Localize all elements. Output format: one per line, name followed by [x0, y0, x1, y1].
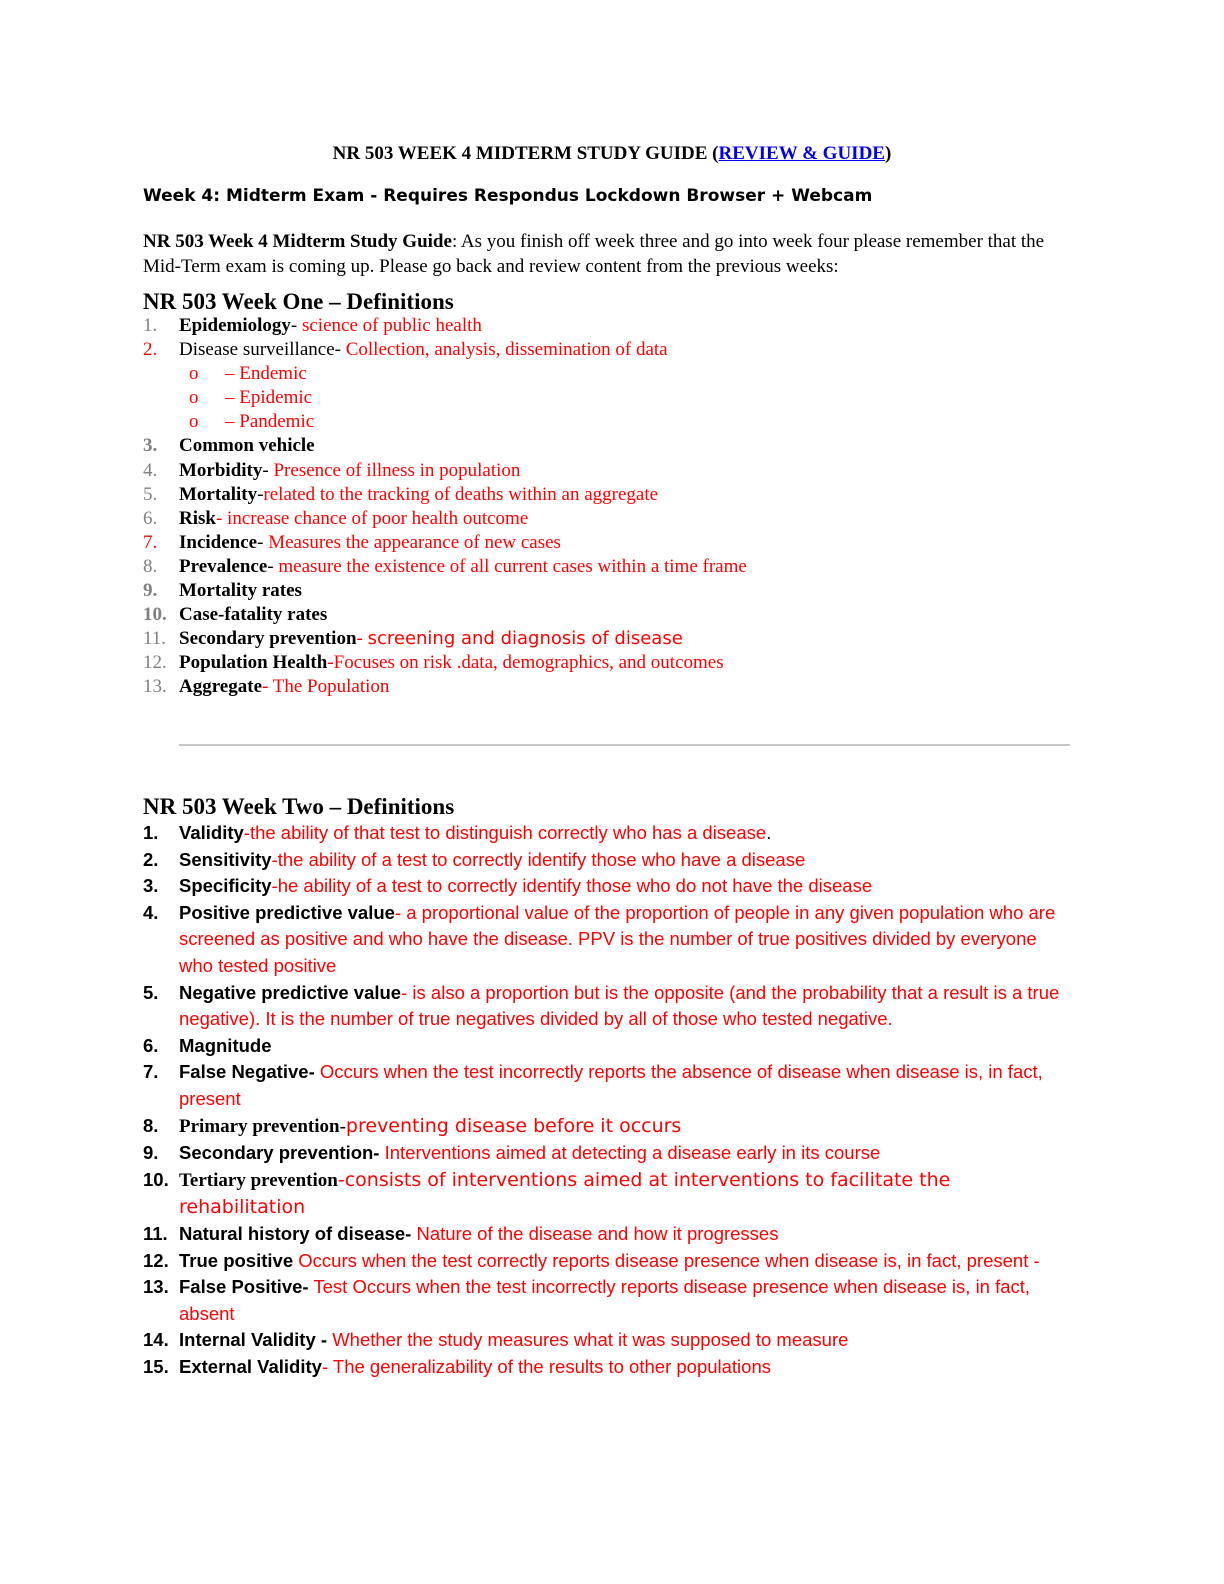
item-number: 11.	[143, 628, 167, 650]
list-item	[143, 1140, 1073, 1167]
term: Aggregate	[179, 676, 263, 698]
term: Common vehicle	[179, 435, 315, 457]
title-close: )	[884, 143, 892, 164]
term: Sensitivity	[179, 848, 272, 870]
term: Case-fatality rates	[179, 604, 328, 626]
separator: -	[215, 507, 228, 529]
separator: -	[337, 1168, 345, 1191]
document-title	[0, 143, 1224, 165]
definition: the ability of a test to correctly identify those who have a disease	[277, 848, 806, 870]
definition: measure the existence of all current cases within a time frame	[278, 555, 747, 577]
item-number: 7.	[143, 1061, 159, 1083]
list-item	[143, 555, 1093, 579]
item-number: 14.	[143, 1329, 169, 1351]
list-item	[143, 603, 1093, 627]
separator: -	[356, 628, 368, 650]
sub-item-text: – Pandemic	[225, 411, 315, 433]
separator: -	[262, 676, 273, 698]
list-item	[143, 627, 1093, 651]
definition: Collection, analysis, dissemination of data	[345, 339, 668, 361]
term: Magnitude	[179, 1034, 272, 1056]
sub-item-text: – Epidemic	[225, 387, 313, 409]
definition: he ability of a test to correctly identify those who do not have the disease	[277, 875, 873, 897]
week-one-list	[143, 314, 1093, 700]
list-item	[143, 1167, 1073, 1221]
definition: Interventions aimed at detecting a disease early in its course	[384, 1142, 881, 1164]
list-item	[143, 1059, 1073, 1112]
list-item	[143, 434, 1093, 458]
definition: The Population	[272, 676, 390, 698]
intro-paragraph	[143, 229, 1083, 279]
item-number: 6.	[143, 1034, 159, 1056]
item-number: 1.	[143, 822, 159, 843]
list-item	[143, 459, 1093, 483]
list-item	[143, 483, 1093, 507]
item-number: 9.	[143, 580, 158, 602]
list-item	[143, 900, 1073, 980]
list-item	[143, 1221, 1073, 1248]
list-item	[143, 531, 1093, 555]
sub-list-item	[143, 386, 1093, 410]
exam-subtitle: Week 4: Midterm Exam - Requires Respondus Lockdown Browser + Webcam	[143, 186, 873, 206]
list-item	[143, 980, 1073, 1033]
separator: -	[262, 459, 274, 481]
definition: Focuses on risk .data, demographics, and outcomes	[333, 652, 724, 674]
separator: -	[243, 822, 250, 843]
term: Negative predictive value	[179, 981, 402, 1003]
item-number: 4.	[143, 901, 159, 923]
item-number: 2.	[143, 848, 159, 870]
week-two-heading: NR 503 Week Two – Definitions	[143, 794, 455, 819]
definition: increase chance of poor health outcome	[227, 507, 529, 529]
list-item	[143, 1354, 1073, 1381]
sub-item-text: – Endemic	[225, 363, 307, 385]
definition: related to the tracking of deaths within an aggregate	[263, 483, 659, 505]
separator: -	[257, 531, 269, 553]
term: Mortality	[179, 483, 258, 505]
term: Natural history of disease-	[179, 1222, 412, 1244]
definition: preventing disease before it occurs	[345, 1114, 682, 1137]
definition: The generalizability of the results to other populations	[332, 1355, 771, 1377]
list-item	[143, 847, 1073, 874]
week-two-list	[143, 820, 1073, 1380]
definition: Presence of illness in population	[273, 459, 521, 481]
item-number: 15.	[143, 1355, 169, 1377]
item-number: 2.	[143, 339, 158, 361]
list-item	[143, 1248, 1073, 1275]
term: Tertiary prevention	[179, 1169, 338, 1191]
sub-list-item	[143, 410, 1093, 434]
definition: Occurs when the test correctly reports disease presence when disease is, in fact, present -	[298, 1249, 1040, 1271]
list-item	[143, 1033, 1073, 1060]
term: False Negative-	[179, 1061, 315, 1083]
term: True positive	[179, 1249, 294, 1271]
item-number: 8.	[143, 555, 158, 577]
term: Mortality rates	[179, 580, 302, 602]
definition: Nature of the disease and how it progresses	[416, 1222, 779, 1244]
circle-bullet-icon: o	[189, 363, 199, 385]
term: Primary prevention-	[179, 1115, 346, 1137]
term: Population Health	[179, 652, 328, 674]
term: Disease surveillance	[179, 339, 335, 361]
list-item	[143, 1327, 1073, 1354]
item-number: 13.	[143, 1276, 169, 1298]
separator: -	[290, 315, 302, 336]
term: Epidemiology	[179, 315, 291, 336]
item-number: 4.	[143, 459, 158, 481]
separator: -	[257, 483, 264, 505]
item-number: 10.	[143, 604, 167, 626]
separator: -	[271, 848, 278, 870]
item-number: 10.	[143, 1168, 169, 1190]
term: Morbidity	[179, 459, 263, 481]
list-item	[143, 579, 1093, 603]
definition: Measures the appearance of new cases	[268, 531, 561, 553]
circle-bullet-icon: o	[189, 387, 199, 409]
item-number: 7.	[143, 531, 158, 553]
list-item	[143, 1274, 1073, 1327]
definition: Occurs when the test incorrectly reports the absence of disease when disease is, in fact, present	[179, 1061, 1043, 1109]
item-number: 12.	[143, 1249, 169, 1271]
definition: the ability of that test to distinguish correctly who has a disease	[249, 822, 767, 843]
term: External Validity	[179, 1355, 322, 1377]
separator: -	[271, 875, 278, 897]
week-one-heading: NR 503 Week One – Definitions	[143, 289, 454, 314]
separator: -	[321, 1355, 333, 1377]
item-number: 11.	[143, 1222, 168, 1244]
separator: -	[401, 981, 413, 1003]
list-item	[143, 820, 1073, 847]
term: Risk	[179, 507, 216, 529]
list-item	[143, 675, 1093, 699]
item-number: 1.	[143, 315, 158, 336]
item-number: 9.	[143, 1142, 159, 1164]
separator: -	[394, 901, 407, 923]
term: Validity	[179, 822, 244, 843]
definition: a proportional value of the proportion of people in any given population who are screened as positive and who have the disease. PPV is the number of true positives divided by everyone who tested positive	[179, 901, 1056, 976]
circle-bullet-icon: o	[189, 411, 199, 433]
item-number: 5.	[143, 483, 158, 505]
term: Prevalence	[179, 555, 268, 577]
term: Positive predictive value	[179, 901, 395, 923]
item-number: 5.	[143, 981, 159, 1003]
intro-text: : As you finish off week three and go into week four please remember that the Mid-Term exam is coming up. Please go back and review content from the previous weeks:	[143, 231, 1045, 277]
definition: Whether the study measures what it was supposed to measure	[332, 1329, 849, 1351]
separator: -	[267, 555, 279, 577]
review-guide-link[interactable]: REVIEW & GUIDE	[718, 143, 885, 164]
item-number: 3.	[143, 435, 158, 457]
sub-list-item	[143, 362, 1093, 386]
item-number: 12.	[143, 652, 167, 674]
item-number: 8.	[143, 1114, 159, 1136]
trailing-punctuation: .	[766, 822, 772, 843]
item-number: 6.	[143, 507, 158, 529]
term: Internal Validity -	[179, 1329, 328, 1351]
section-divider	[179, 744, 1070, 746]
list-item	[143, 507, 1093, 531]
item-number: 13.	[143, 676, 167, 698]
definition: is also a proportion but is the opposite (and the probability that a result is a true negative). It is the number of true negatives divided by all of those who tested negative.	[179, 981, 1060, 1030]
intro-bold: NR 503 Week 4 Midterm Study Guide	[143, 231, 452, 252]
title-main: NR 503 WEEK 4 MIDTERM STUDY GUIDE (	[332, 143, 719, 164]
list-item	[143, 873, 1073, 900]
list-item	[143, 1113, 1073, 1141]
term: Specificity	[179, 875, 272, 897]
list-item	[143, 338, 1093, 362]
definition: science of public health	[301, 315, 482, 336]
item-number: 3.	[143, 875, 159, 897]
term: Secondary prevention-	[179, 1142, 380, 1164]
list-item	[143, 314, 1093, 338]
definition: consists of interventions aimed at interventions to facilitate the rehabilitation	[179, 1168, 951, 1219]
term: False Positive-	[179, 1276, 309, 1298]
term: Incidence	[179, 531, 258, 553]
list-item	[143, 651, 1093, 675]
term: Secondary prevention	[179, 628, 357, 650]
separator: -	[334, 339, 346, 361]
definition: Test Occurs when the test incorrectly reports disease presence when disease is, in fact, absent	[179, 1276, 1031, 1324]
definition: screening and diagnosis of disease	[367, 628, 683, 650]
separator: -	[327, 652, 334, 674]
